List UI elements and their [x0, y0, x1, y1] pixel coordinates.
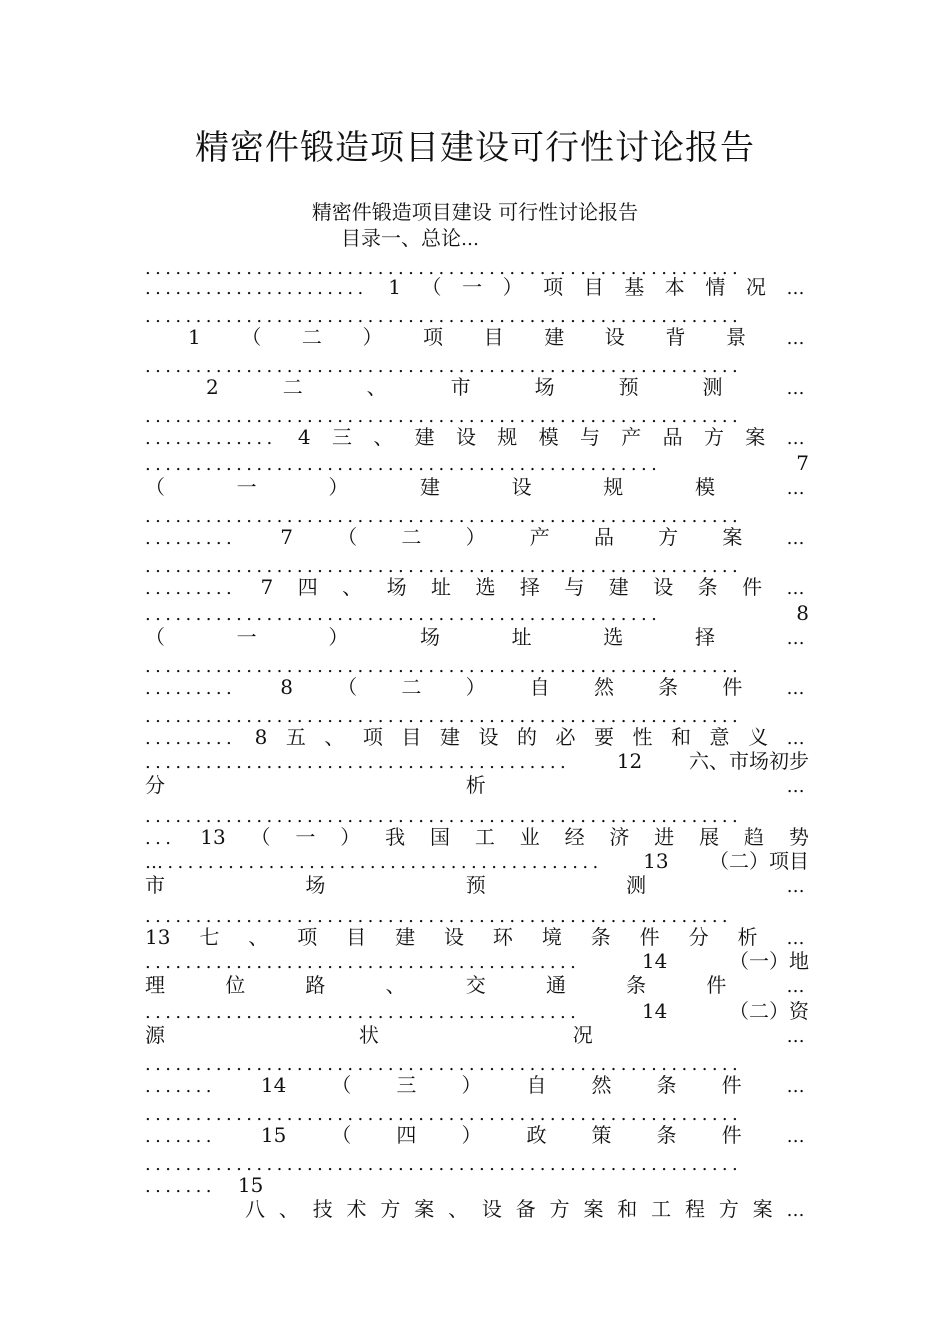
toc-text: … — [786, 678, 809, 699]
toc-text: 建 — [414, 425, 435, 449]
toc-text: … — [786, 876, 809, 897]
toc-text: 址 — [511, 625, 532, 649]
toc-text: 8 — [280, 675, 294, 699]
toc-line — [145, 748, 809, 774]
toc-line — [145, 848, 809, 874]
toc-leader-dots: ........................................................... — [145, 656, 743, 677]
toc-text: 济 — [609, 825, 630, 849]
toc-text: 分 — [688, 925, 709, 949]
toc-text: 、 — [248, 925, 269, 949]
toc-text: 项 — [543, 275, 564, 299]
toc-text: 设 — [481, 1197, 502, 1221]
toc-text: 场 — [386, 575, 407, 599]
toc-text: 13 — [145, 925, 171, 949]
toc-text: … — [786, 976, 809, 997]
toc-text: 项 — [423, 325, 444, 349]
toc-text: 通 — [545, 973, 566, 997]
toc-text: … — [786, 928, 809, 949]
toc-leader-dots: ........................................................... — [145, 556, 743, 577]
toc-text: 13 — [643, 849, 669, 873]
toc-text: 三 — [331, 425, 352, 449]
toc-text: 自 — [526, 1073, 547, 1097]
toc-text: 一 — [236, 625, 257, 649]
toc-text: ........................................... — [145, 952, 581, 973]
toc-text: 15 — [237, 1173, 264, 1197]
toc-text: 方 — [658, 525, 679, 549]
toc-text: 六、市场初步 — [688, 749, 809, 773]
toc-text: 测 — [702, 375, 723, 399]
toc-text: 模 — [694, 475, 715, 499]
toc-text: 、 — [278, 1197, 299, 1221]
toc-text: ........................................... — [145, 1002, 581, 1023]
toc-text: （ — [331, 1073, 352, 1097]
toc-text: （ — [337, 675, 358, 699]
toc-text: 进 — [654, 825, 675, 849]
toc-text: ....... — [145, 1126, 216, 1147]
toc-text: 业 — [519, 825, 540, 849]
toc-text: 的 — [516, 725, 537, 749]
toc-text: ................................................... — [145, 454, 662, 475]
toc-text: 二 — [282, 375, 303, 399]
toc-text: 二 — [401, 525, 422, 549]
toc-text: 品 — [593, 525, 614, 549]
toc-text: 情 — [705, 275, 726, 299]
toc-text: 目 — [401, 725, 422, 749]
toc-text: 二 — [401, 675, 422, 699]
toc-text: 理 — [145, 973, 165, 997]
toc-text: 件 — [706, 973, 727, 997]
toc-text: … — [786, 378, 809, 399]
toc-text: 7 — [280, 525, 294, 549]
toc-text: 建 — [395, 925, 416, 949]
toc-text: 市 — [145, 873, 165, 897]
toc-text: 项 — [362, 725, 383, 749]
toc-text: 件 — [721, 1123, 742, 1147]
toc-text: 选 — [475, 575, 496, 599]
toc-text: 三 — [396, 1073, 417, 1097]
toc-text: （二）资 — [729, 999, 809, 1023]
toc-text: 13 — [200, 825, 226, 849]
toc-text: .......................................... — [145, 752, 571, 773]
toc-text: 和 — [671, 725, 692, 749]
toc-text: 术 — [346, 1197, 367, 1221]
toc-text: … — [786, 428, 809, 449]
toc-line — [145, 474, 809, 500]
toc-line — [145, 772, 809, 798]
toc-text: 测 — [626, 873, 647, 897]
toc-text: ......... — [145, 728, 237, 749]
toc-text: 场 — [305, 873, 326, 897]
toc-text: 环 — [492, 925, 513, 949]
toc-leader-dots: ........................................................... — [145, 706, 743, 727]
toc-text: 展 — [699, 825, 720, 849]
toc-text: 2 — [206, 375, 219, 399]
toc-text: 条 — [658, 675, 679, 699]
toc-text: ） — [461, 1123, 482, 1147]
toc-text: 一 — [295, 825, 316, 849]
toc-text: 景 — [725, 325, 746, 349]
toc-text: 路 — [305, 973, 326, 997]
toc-text: … — [786, 728, 809, 749]
toc-text: 自 — [529, 675, 550, 699]
toc-text: 方 — [380, 1197, 401, 1221]
toc-text: 状 — [358, 1023, 379, 1047]
toc-text: 4 — [297, 425, 311, 449]
toc-text: 方 — [703, 425, 724, 449]
toc-line — [145, 724, 809, 750]
toc-text: 录 — [361, 226, 381, 250]
toc-text: … — [786, 278, 809, 299]
toc-line — [145, 574, 809, 600]
toc-text: 目 — [483, 325, 504, 349]
toc-text: ） — [340, 825, 361, 849]
toc-text: 、 — [385, 973, 406, 997]
document-title: 精密件锻造项目建设可行性讨论报告 — [195, 128, 755, 168]
toc-text: 预 — [618, 375, 639, 399]
toc-line — [145, 424, 809, 450]
toc-text: ） — [362, 325, 383, 349]
toc-text: （ — [241, 325, 262, 349]
toc-text: 设 — [653, 575, 674, 599]
toc-line — [145, 824, 809, 850]
toc-line — [145, 972, 809, 998]
toc-leader-dots: ........................................................... — [145, 506, 743, 527]
toc-text: 条 — [697, 575, 718, 599]
toc-text: 1 — [188, 325, 201, 349]
toc-text: 15 — [260, 1123, 287, 1147]
toc-text: 案 — [722, 525, 743, 549]
toc-line — [145, 225, 484, 251]
toc-text: 模 — [538, 425, 559, 449]
toc-text: 背 — [665, 325, 686, 349]
toc-text: … — [786, 328, 809, 349]
toc-text: 一 — [462, 275, 483, 299]
toc-text: 程 — [684, 1197, 705, 1221]
toc-text: ） — [465, 675, 486, 699]
toc-text: 择 — [694, 625, 715, 649]
toc-text: … — [461, 229, 484, 250]
toc-text: 、 — [324, 725, 345, 749]
document-subtitle: 精密件锻造项目建设 可行性讨论报告 — [311, 200, 639, 224]
toc-text: 条 — [626, 973, 647, 997]
toc-text: 方 — [549, 1197, 570, 1221]
toc-text: 规 — [497, 425, 518, 449]
toc-leader-dots: .......................................................... — [145, 906, 733, 927]
toc-text: 设 — [511, 475, 532, 499]
toc-text: 设 — [443, 925, 464, 949]
toc-text: 产 — [621, 425, 642, 449]
toc-line — [145, 450, 809, 476]
toc-text: 四 — [297, 575, 318, 599]
toc-text: 源 — [145, 1023, 165, 1047]
toc-text: 目 — [341, 226, 361, 250]
toc-text: … — [786, 528, 809, 549]
toc-text: ....... — [145, 1176, 216, 1197]
toc-text: 义 — [748, 725, 769, 749]
toc-text: 策 — [591, 1123, 612, 1147]
toc-text: 分 — [145, 773, 165, 797]
toc-text: 国 — [429, 825, 450, 849]
toc-text: … — [786, 1026, 809, 1047]
toc-text: 方 — [718, 1197, 739, 1221]
toc-text: 8 — [796, 601, 809, 625]
toc-text: 与 — [579, 425, 600, 449]
toc-text: 预 — [465, 873, 486, 897]
toc-text: 必 — [555, 725, 576, 749]
toc-text: 建 — [439, 725, 460, 749]
toc-text: 14 — [260, 1073, 287, 1097]
toc-line — [145, 1072, 809, 1098]
toc-text: 案 — [583, 1197, 604, 1221]
toc-line — [145, 600, 809, 626]
toc-text: ） — [328, 475, 349, 499]
toc-leader-dots: ........................................................... — [145, 406, 743, 427]
toc-text: 建 — [608, 575, 629, 599]
toc-text: 8 — [254, 725, 268, 749]
toc-text: 论 — [441, 226, 461, 250]
toc-text: …........................................... — [145, 852, 603, 873]
toc-text: （ — [331, 1123, 352, 1147]
toc-text: 工 — [474, 825, 495, 849]
toc-text: 性 — [632, 725, 653, 749]
toc-text: 7 — [796, 451, 809, 475]
toc-text: 境 — [541, 925, 562, 949]
toc-leader-dots: ........................................................... — [145, 258, 743, 279]
toc-leader-dots: ........................................................... — [145, 1154, 743, 1175]
toc-text: 我 — [385, 825, 406, 849]
toc-text: 条 — [656, 1123, 677, 1147]
toc-text: 、 — [366, 375, 387, 399]
toc-leader-dots: ........................................................... — [145, 1104, 743, 1125]
toc-text: 案 — [745, 425, 766, 449]
toc-text: （ — [421, 275, 442, 299]
toc-text: 14 — [641, 999, 668, 1023]
toc-leader-dots: ........................................................... — [145, 356, 743, 377]
toc-text: 和 — [617, 1197, 638, 1221]
toc-line — [145, 624, 809, 650]
toc-text: 与 — [564, 575, 585, 599]
toc-text: 一 — [236, 475, 257, 499]
toc-line — [145, 924, 809, 950]
toc-text: 况 — [745, 275, 766, 299]
toc-text: （ — [337, 525, 358, 549]
toc-line — [145, 948, 809, 974]
toc-text: 五 — [285, 725, 306, 749]
toc-text: … — [786, 776, 809, 797]
toc-text: 二 — [301, 325, 322, 349]
toc-text: 建 — [544, 325, 565, 349]
toc-text: 设 — [604, 325, 625, 349]
toc-text: 交 — [465, 973, 486, 997]
toc-text: 政 — [526, 1123, 547, 1147]
toc-text: 件 — [721, 1073, 742, 1097]
toc-text: 建 — [419, 475, 440, 499]
toc-text: 址 — [431, 575, 452, 599]
toc-text: 析 — [737, 925, 758, 949]
toc-line — [145, 674, 809, 700]
toc-text: 项 — [297, 925, 318, 949]
toc-line — [145, 998, 809, 1024]
toc-text: 场 — [534, 375, 555, 399]
toc-text: 品 — [662, 425, 683, 449]
toc-text: ...................... — [145, 278, 368, 299]
toc-text: … — [786, 578, 809, 599]
toc-text: ......... — [145, 528, 237, 549]
toc-text: 势 — [788, 825, 809, 849]
toc-text: 规 — [603, 475, 624, 499]
toc-text: 要 — [594, 725, 614, 749]
toc-text: 14 — [641, 949, 668, 973]
toc-text: ） — [465, 525, 486, 549]
toc-text: 总 — [421, 226, 441, 250]
toc-text: 场 — [419, 625, 440, 649]
toc-text: 工 — [651, 1197, 672, 1221]
toc-text: 目 — [583, 275, 604, 299]
toc-text: 设 — [455, 425, 476, 449]
toc-text: ） — [461, 1073, 482, 1097]
toc-text: 技 — [312, 1197, 333, 1221]
toc-text: 况 — [572, 1023, 593, 1047]
toc-text: 案 — [752, 1197, 773, 1221]
toc-text: 、 — [448, 1197, 469, 1221]
toc-text: 产 — [529, 525, 550, 549]
toc-text: … — [786, 1126, 809, 1147]
toc-text: … — [786, 478, 809, 499]
toc-line — [206, 374, 809, 400]
toc-text: 、 — [373, 425, 394, 449]
toc-text: 案 — [414, 1197, 435, 1221]
toc-line — [145, 1172, 710, 1198]
toc-text: ） — [502, 275, 523, 299]
toc-text: 经 — [564, 825, 585, 849]
toc-text: 然 — [591, 1073, 612, 1097]
toc-text: （ — [250, 825, 271, 849]
toc-text: ....... — [145, 1076, 216, 1097]
toc-text: 一 — [381, 226, 401, 250]
toc-text: ... — [145, 828, 176, 849]
toc-text: 备 — [515, 1197, 536, 1221]
toc-text: 目 — [346, 925, 367, 949]
toc-text: 市 — [450, 375, 471, 399]
toc-line — [145, 872, 809, 898]
toc-text: 12 — [616, 749, 643, 773]
toc-text: 条 — [656, 1073, 677, 1097]
toc-line — [188, 324, 809, 350]
toc-text: （ — [145, 475, 165, 499]
toc-leader-dots: ........................................................... — [145, 306, 743, 327]
toc-text: ............. — [145, 428, 277, 449]
toc-text: 1 — [388, 275, 401, 299]
toc-text: … — [786, 1200, 809, 1221]
toc-text: 、 — [401, 226, 421, 250]
toc-text: ） — [328, 625, 349, 649]
toc-leader-dots: ........................................................... — [145, 806, 743, 827]
toc-text: 四 — [396, 1123, 417, 1147]
toc-text: 件 — [742, 575, 763, 599]
toc-text: 、 — [342, 575, 363, 599]
toc-line — [145, 274, 809, 300]
toc-text: 件 — [639, 925, 660, 949]
toc-leader-dots: ........................................................... — [145, 1054, 743, 1075]
toc-line — [145, 524, 809, 550]
toc-text: ................................................... — [145, 604, 662, 625]
toc-text: （二）项目 — [709, 849, 809, 873]
toc-line — [145, 1022, 809, 1048]
toc-text: 趋 — [744, 825, 764, 849]
toc-text: 选 — [603, 625, 624, 649]
toc-text: 件 — [722, 675, 743, 699]
toc-text: （ — [145, 625, 165, 649]
toc-text: 析 — [465, 773, 486, 797]
toc-text: 位 — [225, 973, 246, 997]
toc-text: … — [786, 1076, 809, 1097]
toc-line — [145, 1122, 809, 1148]
toc-text: （一）地 — [729, 949, 809, 973]
toc-text: 基 — [624, 275, 645, 299]
toc-text: 7 — [260, 575, 274, 599]
toc-text: 意 — [709, 725, 730, 749]
toc-text: ......... — [145, 678, 237, 699]
toc-line — [145, 1196, 809, 1222]
toc-text: 本 — [664, 275, 685, 299]
toc-text: 然 — [593, 675, 614, 699]
toc-text: … — [786, 628, 809, 649]
toc-text: 七 — [199, 925, 220, 949]
toc-text: 择 — [519, 575, 540, 599]
toc-text: 八 — [245, 1197, 265, 1221]
toc-text: 设 — [478, 725, 499, 749]
toc-text: 条 — [590, 925, 611, 949]
toc-text: ......... — [145, 578, 237, 599]
